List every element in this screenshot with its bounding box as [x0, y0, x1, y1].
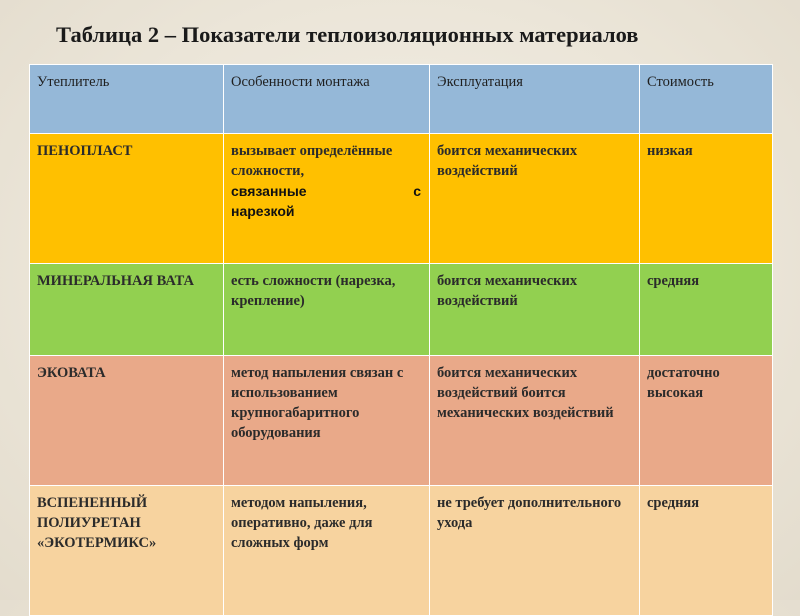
installation-word: с [413, 183, 421, 199]
cell-material: ВСПЕНЕННЫЙ ПОЛИУРЕТАН «ЭКОТЕРМИКС» [30, 486, 224, 616]
table-row-polyurethane [30, 486, 773, 616]
cell-material: ПЕНОПЛАСТ [30, 134, 224, 264]
cell-operation: боится механических воздействий боится механических воздействий [430, 356, 640, 486]
header-material: Утеплитель [30, 65, 224, 134]
cell-cost: средняя [640, 264, 773, 356]
cell-material: ЭКОВАТА [30, 356, 224, 486]
cell-installation: методом напыления, оперативно, даже для сложных форм [224, 486, 430, 616]
header-cost: Стоимость [640, 65, 773, 134]
materials-table-container [29, 64, 772, 579]
installation-word: связанные [231, 183, 307, 199]
table-row-ecowool [30, 356, 773, 486]
header-operation: Эксплуатация [430, 65, 640, 134]
cell-installation: метод напыления связан с использованием крупногабаритного оборудования [224, 356, 430, 486]
cell-material: МИНЕРАЛЬНАЯ ВАТА [30, 264, 224, 356]
cell-cost: средняя [640, 486, 773, 616]
cell-cost: достаточно высокая [640, 356, 773, 486]
materials-table [29, 64, 773, 616]
table-header-row [30, 65, 773, 134]
cell-operation: не требует дополнительного ухода [430, 486, 640, 616]
slide-title: Таблица 2 – Показатели теплоизоляционных материалов [56, 22, 639, 47]
cell-installation: есть сложности (нарезка, крепление) [224, 264, 430, 356]
installation-sans-line [231, 181, 421, 201]
cell-cost: низкая [640, 134, 773, 264]
installation-text: вызывает определённые сложности, [231, 143, 393, 179]
cell-installation [224, 134, 430, 264]
cell-operation: боится механических воздействий [430, 264, 640, 356]
header-installation: Особенности монтажа [224, 65, 430, 134]
table-row-mineral-wool [30, 264, 773, 356]
table-row-penoplast [30, 134, 773, 264]
installation-sans-line-2: нарезкой [231, 203, 295, 219]
cell-operation: боится механических воздействий [430, 134, 640, 264]
